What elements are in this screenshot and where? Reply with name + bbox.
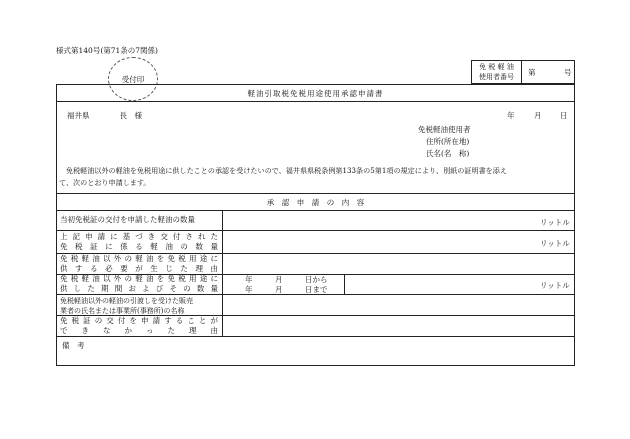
row-seller-name-label: 免税軽油以外の軽油の引渡しを受けた販売 業者の氏名または事業所(事務所)の名称 xyxy=(60,297,193,315)
row-unable-reason-label: 免税証の交付を申請することが できなかった理由 xyxy=(60,316,218,335)
body-text-line1: 免税軽油以外の軽油を免税用途に供したことの承認を受けたいので、福井県県税条例第133条の5第1項の規定により、別紙の証明書を添え xyxy=(66,166,507,175)
body-text-line2: て、次のとおり申請します。 xyxy=(59,178,151,187)
row-need-reason-label: 免税軽油以外の軽油を免税用途に 供する必要が生じた理由 xyxy=(60,254,218,273)
applicant-user-label: 免税軽油使用者 xyxy=(418,125,471,134)
period-to: 年 月 日まで xyxy=(245,285,328,294)
applicant-address-label: 住所(所在地) xyxy=(426,137,470,146)
divider xyxy=(56,210,575,211)
number-go: 号 xyxy=(564,68,572,77)
number-dai: 第 xyxy=(528,68,536,77)
row-initial-quantity-label: 当初免税証の交付を申請した軽油の数量 xyxy=(60,215,195,224)
exempt-user-number-box xyxy=(471,60,575,84)
reception-stamp-area: 受付印 xyxy=(108,57,158,101)
row-period-quantity-label: 免税軽油以外の軽油を免税用途に 供した期間およびその数量 xyxy=(60,274,218,293)
column-divider xyxy=(344,274,345,294)
row-issued-quantity-label: 上記申請に基づき交付された 免税証に係る軽油の数量 xyxy=(60,232,218,251)
column-divider xyxy=(222,210,223,321)
divider xyxy=(56,294,575,295)
exempt-user-number-label: 免 税 軽 油 使用者番号 xyxy=(472,61,522,83)
form-title: 軽油引取税免税用途使用承認申請書 xyxy=(247,89,384,98)
date-day: 日 xyxy=(560,111,568,120)
divider xyxy=(56,193,575,194)
remarks-label: 備 考 xyxy=(62,341,85,350)
row-initial-quantity-unit: リットル xyxy=(540,218,570,227)
addressee: 福井県 長 様 xyxy=(67,111,142,120)
date-month: 月 xyxy=(534,111,542,120)
divider xyxy=(56,230,575,231)
period-from: 年 月 日から xyxy=(245,275,328,284)
row-issued-quantity-unit: リットル xyxy=(540,239,570,248)
column-divider xyxy=(222,315,223,336)
date-year: 年 xyxy=(507,111,515,120)
form-number: 様式第140号(第71条の7関係) xyxy=(56,46,158,55)
applicant-name-label: 氏名(名 称) xyxy=(426,149,470,158)
row-period-quantity-unit: リットル xyxy=(540,281,570,290)
divider xyxy=(56,336,575,337)
divider xyxy=(56,101,575,102)
section-heading: 承 認 申 請 の 内 容 xyxy=(266,198,365,207)
